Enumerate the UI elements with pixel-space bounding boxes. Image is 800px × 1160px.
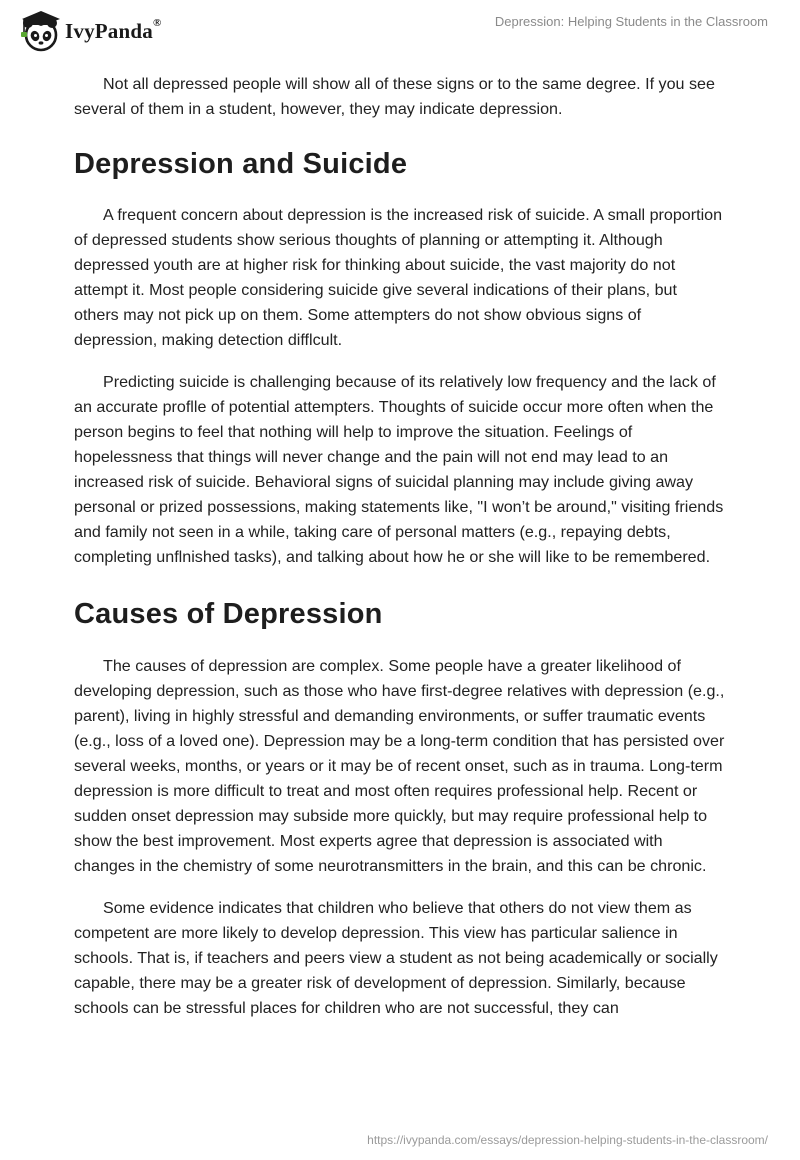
brand-name bbox=[65, 16, 162, 44]
footer-source-url[interactable]: https://ivypanda.com/essays/depression-helping-students-in-the-classroom/ bbox=[367, 1133, 768, 1147]
paragraph: A frequent concern about depression is the increased risk of suicide. A small proportion of depressed students show serious thoughts of planning or attempting it. Although depressed youth are at higher risk for thinking about suicide, the vast majority do not attempt it. Most people considering suicide give several indications of their plans, but others may not pick up on them. Some attempters do not show obvious signs of depression, making detection difflcult. bbox=[74, 206, 723, 349]
paragraph: Some evidence indicates that children who believe that others do not view them as competent are more likely to develop depression. This view has particular salience in schools. That is, if teachers and peers view a student as not being academically or socially capable, there may be a greater risk of development of depression. Similarly, because schools can be stressful places for children who are not successful, they can bbox=[74, 899, 718, 1017]
registered-mark: ® bbox=[152, 16, 162, 29]
section-heading-causes-of-depression: Causes of Depression bbox=[74, 598, 383, 630]
panda-logo-icon bbox=[16, 8, 60, 52]
brand-logo[interactable] bbox=[16, 8, 161, 52]
document-title: Depression: Helping Students in the Classroom bbox=[494, 14, 768, 29]
brand-name-text: IvyPanda bbox=[65, 18, 153, 43]
paragraph: The causes of depression are complex. Some people have a greater likelihood of developing depression, such as those who have first-degree relatives with depression (e.g., parent), living in highly stressful and demanding environments, or suffer traumatic events (e.g., loss of a loved one). Depression may be a long-term condition that has persisted over several weeks, months, or years or it may be of recent onset, such as in trauma. Long-term depression is more difficult to treat and most often requires professional help. Recent or sudden onset depression may subside more quickly, but may require professional help to show the best improvement. Most experts agree that depression is associated with changes in the chemistry of some neurotransmitters in the brain, and this can be chronic. bbox=[74, 657, 725, 875]
page-header bbox=[0, 0, 800, 60]
section-heading-depression-and-suicide: Depression and Suicide bbox=[74, 148, 408, 180]
article-body bbox=[74, 72, 726, 1038]
paragraph: Predicting suicide is challenging because of its relatively low frequency and the lack of an accurate proflle of potential attempters. Thoughts of suicide occur more often when the person begins to feel that nothing will help to improve the situation. Feelings of hopelessness that things will never change and the pain will not end may lead to an increased risk of suicide. Behavioral signs of suicidal planning may include giving away personal or prized possessions, making statements like, "I won’t be around," visiting friends and family not seen in a while, taking care of personal matters (e.g., repaying debts, completing unflnished tasks), and talking about how he or she will like to be remembered. bbox=[74, 373, 724, 566]
intro-paragraph: Not all depressed people will show all of these signs or to the same degree. If you see several of them in a student, however, they may indicate depression. bbox=[74, 75, 715, 118]
